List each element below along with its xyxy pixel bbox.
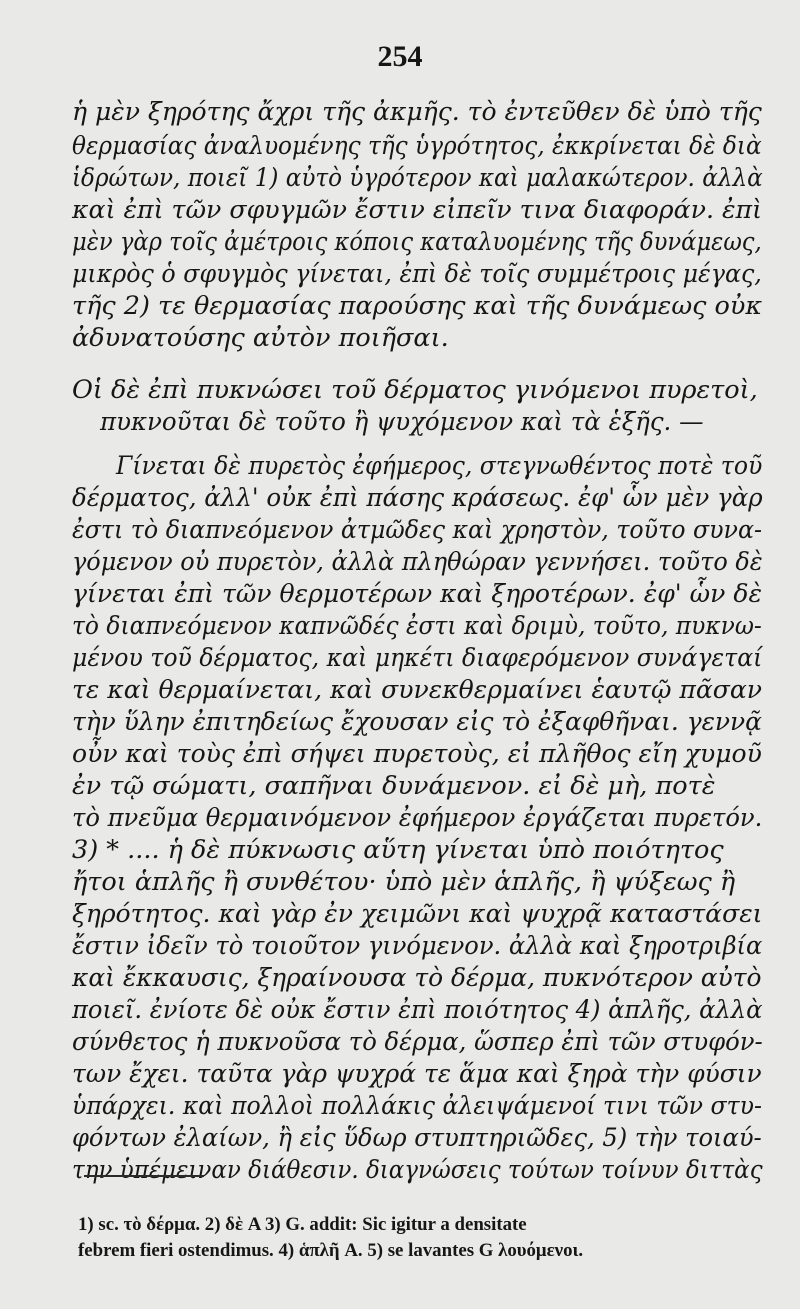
- text-line: των ἔχει. ταῦτα γὰρ ψυχρά τε ἅμα καὶ ξηρὰ τὴν φύσιν: [72, 1059, 762, 1089]
- text-line: δέρματος, ἀλλ' οὐκ ἐπὶ πάσης κράσεως. ἐφ' ὧν μὲν γὰρ: [72, 483, 763, 513]
- text-line: την ὑπέμειναν διάθεσιν. διαγνώσεις τούτων τοίνυν διττὰς: [72, 1155, 763, 1185]
- text-line: μικρὸς ὁ σφυγμὸς γίνεται, ἐπὶ δὲ τοῖς συμμέτροις μέγας,: [72, 259, 762, 289]
- text-line: ξηρότητος. καὶ γὰρ ἐν χειμῶνι καὶ ψυχρᾷ καταστάσει: [72, 899, 763, 929]
- text-line: καὶ ἔκκαυσις, ξηραίνουσα τὸ δέρμα, πυκνότερον αὐτὸ: [72, 963, 762, 993]
- text-line: ἱδρώτων, ποιεῖ 1) αὐτὸ ὑγρότερον καὶ μαλακώτερον. ἀλλὰ: [72, 163, 763, 193]
- text-line: 3) * .... ἡ δὲ πύκνωσις αὕτη γίνεται ὑπὸ ποιότητος: [72, 835, 724, 865]
- text-line: τε καὶ θερμαίνεται, καὶ συνεκθερμαίνει ἑαυτῷ πᾶσαν: [72, 675, 763, 705]
- footnote-line: 1) sc. τὸ δέρμα. 2) δὲ A 3) G. addit: Sic igitur a densitate: [78, 1214, 527, 1235]
- text-line: ἐστι τὸ διαπνεόμενον ἀτμῶδες καὶ χρηστὸν, τοῦτο συνα-: [72, 515, 762, 545]
- page-number: 254: [377, 40, 423, 73]
- footnote-divider: [84, 1175, 204, 1177]
- text-line: ἐν τῷ σώματι, σαπῆναι δυνάμενον. εἰ δὲ μὴ, ποτὲ: [72, 771, 716, 801]
- text-line: ἔστιν ἰδεῖν τὸ τοιοῦτον γινόμενον. ἀλλὰ καὶ ξηροτριβία: [72, 931, 763, 961]
- text-line: τὸ πνεῦμα θερμαινόμενον ἐφήμερον ἐργάζεται πυρετόν.: [72, 803, 763, 833]
- text-line: ἡ μὲν ξηρότης ἄχρι τῆς ἀκμῆς. τὸ ἐντεῦθεν δὲ ὑπὸ τῆς: [72, 97, 762, 127]
- text-line: τῆς 2) τε θερμασίας παρούσης καὶ τῆς δυνάμεως οὐκ: [72, 291, 763, 321]
- text-line: πυκνοῦται δὲ τοῦτο ἢ ψυχόμενον καὶ τὰ ἑξῆς. —: [100, 407, 704, 437]
- text-line: γίνεται ἐπὶ τῶν θερμοτέρων καὶ ξηροτέρων. ἐφ' ὧν δὲ: [72, 579, 762, 609]
- text-line: καὶ ἐπὶ τῶν σφυγμῶν ἔστιν εἰπεῖν τινα διαφοράν. ἐπὶ: [72, 195, 763, 225]
- footnote-line: febrem fieri ostendimus. 4) ἁπλῆ A. 5) se lavantes G λουόμενοι.: [78, 1240, 584, 1261]
- text-line: μὲν γὰρ τοῖς ἀμέτροις κόποις καταλυομένης τῆς δυνάμεως,: [72, 227, 762, 257]
- text-line: τὴν ὕλην ἐπιτηδείως ἔχουσαν εἰς τὸ ἐξαφθῆναι. γεννᾷ: [72, 707, 762, 737]
- text-line: ποιεῖ. ἐνίοτε δὲ οὐκ ἔστιν ἐπὶ ποιότητος 4) ἁπλῆς, ἀλλὰ: [72, 995, 763, 1025]
- text-line: ἤτοι ἁπλῆς ἢ συνθέτου· ὑπὸ μὲν ἁπλῆς, ἢ ψύξεως ἢ: [72, 867, 736, 897]
- text-line: Γίνεται δὲ πυρετὸς ἐφήμερος, στεγνωθέντος ποτὲ τοῦ: [116, 451, 763, 481]
- text-line: τὸ διαπνεόμενον καπνῶδές ἐστι καὶ δριμὺ, τοῦτο, πυκνω-: [72, 611, 762, 641]
- text-line: φόντων ἐλαίων, ἢ εἰς ὕδωρ στυπτηριῶδες, 5) τὴν τοιαύ-: [72, 1123, 762, 1153]
- text-line: σύνθετος ἡ πυκνοῦσα τὸ δέρμα, ὥσπερ ἐπὶ τῶν στυφόν-: [72, 1027, 763, 1057]
- text-line: Οἱ δὲ ἐπὶ πυκνώσει τοῦ δέρματος γινόμενοι πυρετοὶ,: [72, 375, 758, 405]
- text-line: ὑπάρχει. καὶ πολλοὶ πολλάκις ἀλειψάμενοί τινι τῶν στυ-: [72, 1091, 762, 1121]
- text-line: μένου τοῦ δέρματος, καὶ μηκέτι διαφερόμενον συνάγεταί: [72, 643, 763, 673]
- text-line: οὖν καὶ τοὺς ἐπὶ σήψει πυρετοὺς, εἰ πλῆθος εἴη χυμοῦ: [72, 739, 762, 769]
- text-line: ἀδυνατούσης αὐτὸν ποιῆσαι.: [72, 323, 449, 353]
- text-line: θερμασίας ἀναλυομένης τῆς ὑγρότητος, ἐκκρίνεται δὲ διὰ: [72, 131, 762, 161]
- text-line: γόμενον οὐ πυρετὸν, ἀλλὰ πληθώραν γεννήσει. τοῦτο δὲ: [72, 547, 763, 577]
